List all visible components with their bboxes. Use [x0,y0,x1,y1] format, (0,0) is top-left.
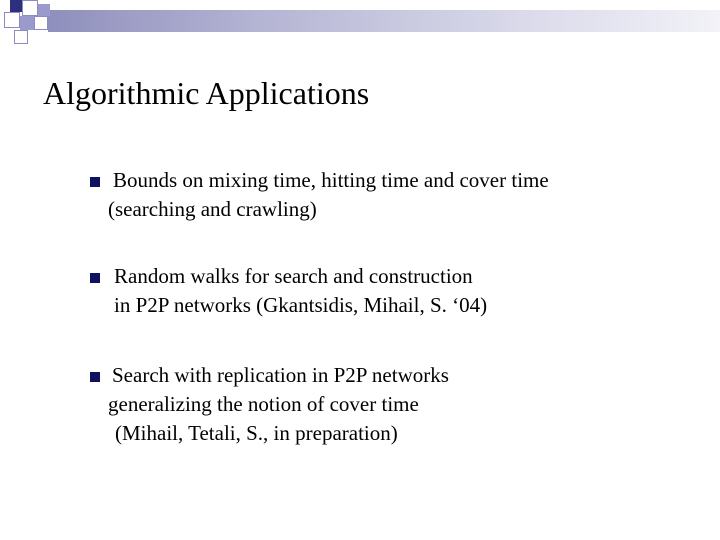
top-decoration-band [0,0,720,50]
bullet-item-2 [90,262,487,320]
square-bullet-icon [90,177,100,187]
bullet-line: (searching and crawling) [108,197,317,221]
decor-square [38,4,50,16]
decor-square [22,0,38,16]
bullet-line: Bounds on mixing time, hitting time and cover time [113,168,549,192]
decor-square [10,0,22,12]
bullet-line: (Mihail, Tetali, S., in preparation) [115,421,398,445]
bullet-line: in P2P networks (Gkantsidis, Mihail, S. ‘04) [114,293,488,317]
square-bullet-icon [90,372,100,382]
decor-square [20,16,34,30]
slide-title: Algorithmic Applications [43,75,370,111]
bullet-line: Search with replication in P2P networks [112,363,449,387]
bullet-item-3 [90,361,449,448]
top-gradient-bar [48,10,720,32]
decor-square [34,16,48,30]
decor-square [14,30,28,44]
decor-square [4,12,20,28]
bullet-item-1 [90,166,549,224]
bullet-line: Random walks for search and construction [114,264,473,288]
bullet-line: generalizing the notion of cover time [108,392,419,416]
square-bullet-icon [90,273,100,283]
